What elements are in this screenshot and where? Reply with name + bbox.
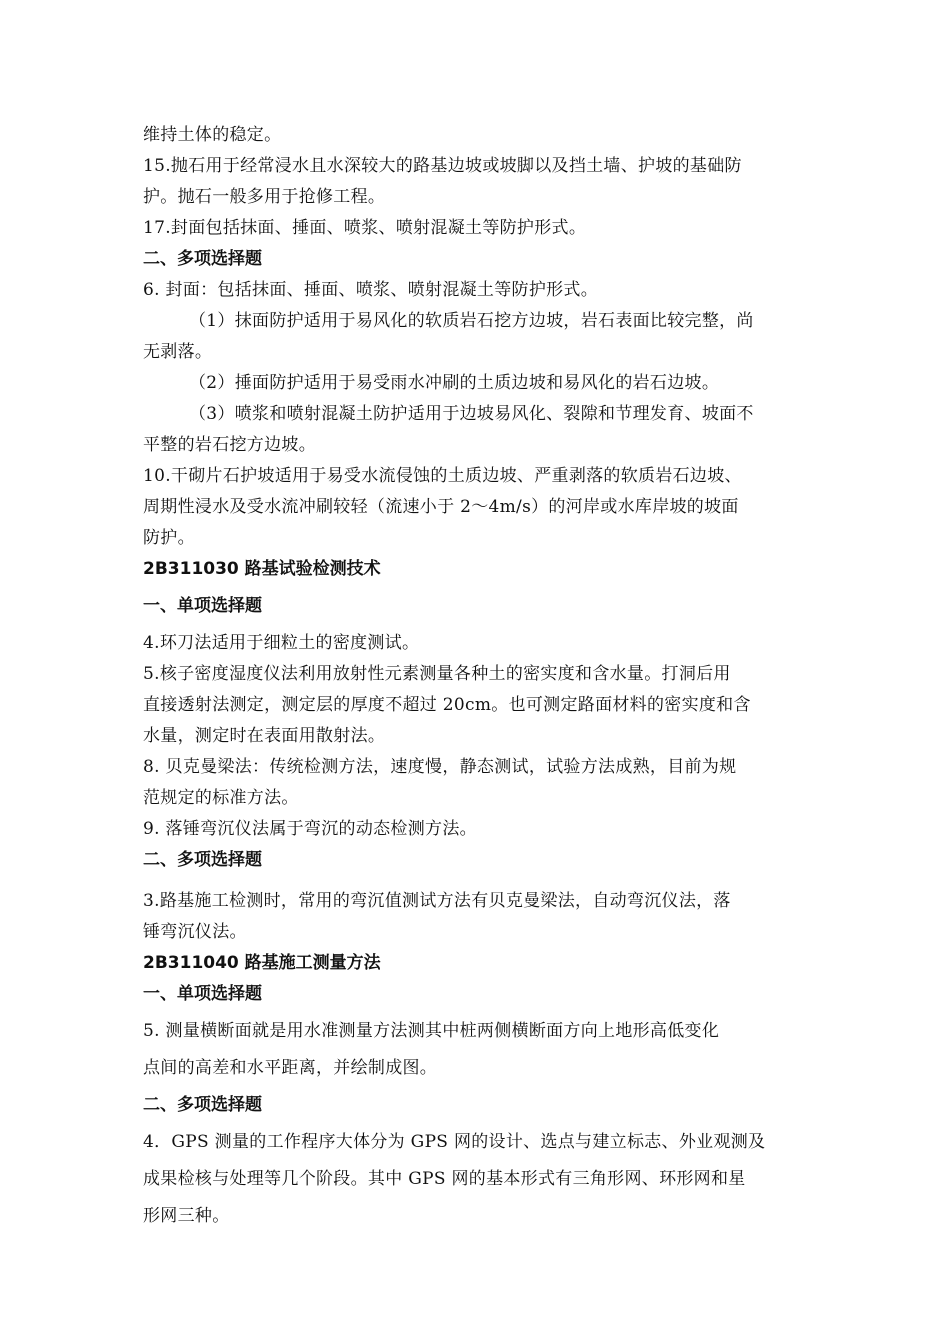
paragraph-item-6	[143, 275, 808, 306]
paragraph-item-10	[143, 461, 808, 554]
paragraph-subitem-2	[143, 368, 808, 399]
text-line: 成果检核与处理等几个阶段。其中 GPS 网的基本形式有三角形网、环形网和星	[143, 1169, 746, 1189]
text-line: 直接透射法测定，测定层的厚度不超过 20cm。也可测定路面材料的密实度和含	[143, 695, 751, 715]
paragraph-item-3	[143, 886, 808, 948]
text-line: （3）喷浆和喷射混凝土防护适用于边坡易风化、裂隙和节理发育、坡面不	[189, 404, 754, 424]
paragraph-item-5	[143, 659, 808, 752]
text-line: 10.干砌片石护坡适用于易受水流侵蚀的土质边坡、严重剥落的软质岩石边坡、	[143, 466, 742, 486]
section-heading: 一、单项选择题	[143, 596, 262, 616]
text-line: 周期性浸水及受水流冲刷较轻（流速小于 2～4m/s）的河岸或水库岸坡的坡面	[143, 497, 739, 517]
text-line: 5. 测量横断面就是用水准测量方法测其中桩两侧横断面方向上地形高低变化	[143, 1021, 720, 1041]
paragraph-item-9	[143, 814, 808, 845]
text-line: 点间的高差和水平距离，并绘制成图。	[143, 1058, 438, 1078]
paragraph-continuation	[143, 120, 808, 151]
text-line: 3.路基施工检测时，常用的弯沉值测试方法有贝克曼梁法，自动弯沉仪法，落	[143, 891, 731, 911]
section-heading: 一、单项选择题	[143, 984, 262, 1004]
text-line: 4．GPS 测量的工作程序大体分为 GPS 网的设计、选点与建立标志、外业观测及	[143, 1132, 766, 1152]
text-line: 防护。	[143, 528, 195, 548]
text-line: 护。抛石一般多用于抢修工程。	[143, 187, 386, 207]
paragraph-subitem-3	[143, 399, 808, 461]
paragraph-item-8	[143, 752, 808, 814]
text-line: 无剥落。	[143, 342, 213, 362]
section-heading: 二、多项选择题	[143, 1095, 262, 1115]
text-line: 水量，测定时在表面用散射法。	[143, 726, 386, 746]
text-line: 17.封面包括抹面、捶面、喷浆、喷射混凝土等防护形式。	[143, 218, 587, 238]
text-line: 9. 落锤弯沉仪法属于弯沉的动态检测方法。	[143, 819, 477, 839]
text-line: （2）捶面防护适用于易受雨水冲刷的土质边坡和易风化的岩石边坡。	[189, 373, 720, 393]
document-page	[143, 120, 808, 1232]
chapter-heading: 2B311040 路基施工测量方法	[143, 953, 381, 973]
text-line: 4.环刀法适用于细粒土的密度测试。	[143, 633, 420, 653]
text-line: 锤弯沉仪法。	[143, 922, 247, 942]
paragraph-item-4b	[143, 1127, 808, 1232]
text-line: 6. 封面：包括抹面、捶面、喷浆、喷射混凝土等防护形式。	[143, 280, 599, 300]
text-line: 8. 贝克曼梁法：传统检测方法，速度慢，静态测试，试验方法成熟，目前为规	[143, 757, 737, 777]
text-line: 范规定的标准方法。	[143, 788, 299, 808]
paragraph-subitem-1	[143, 306, 808, 368]
paragraph-item-5b	[143, 1016, 808, 1084]
text-line: 平整的岩石挖方边坡。	[143, 435, 316, 455]
paragraph-item-17	[143, 213, 808, 244]
paragraph-item-4	[143, 628, 808, 659]
text-line: 形网三种。	[143, 1206, 230, 1226]
text-line: 5.核子密度湿度仪法利用放射性元素测量各种土的密实度和含水量。打洞后用	[143, 664, 731, 684]
section-heading: 二、多项选择题	[143, 249, 262, 269]
text-line: 维持土体的稳定。	[143, 125, 282, 145]
text-line: 15.抛石用于经常浸水且水深较大的路基边坡或坡脚以及挡土墙、护坡的基础防	[143, 156, 742, 176]
text-line: （1）抹面防护适用于易风化的软质岩石挖方边坡，岩石表面比较完整，尚	[189, 311, 754, 331]
paragraph-item-15	[143, 151, 808, 213]
chapter-heading: 2B311030 路基试验检测技术	[143, 559, 381, 579]
section-heading: 二、多项选择题	[143, 850, 262, 870]
